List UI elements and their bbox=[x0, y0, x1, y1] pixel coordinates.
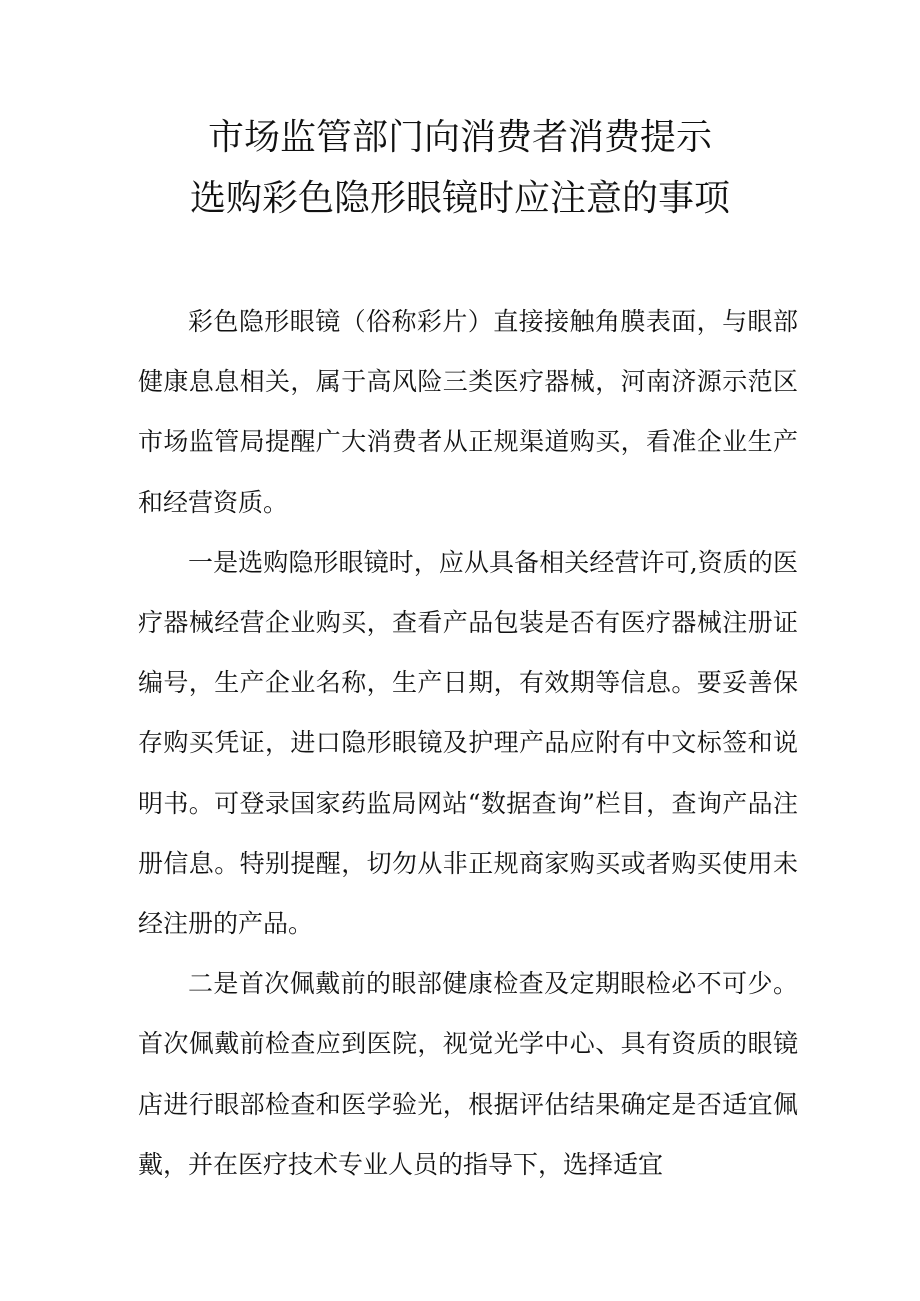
document-title-line-1: 市场监管部门向消费者消费提示 bbox=[207, 117, 712, 158]
paragraph-point-one: 一是选购隐形眼镜时，应从具备相关经营许可,资质的医疗器械经营企业购买，查看产品包装是否有医疗器械注册证编号，生产企业名称，生产日期，有效期等信息。要妥善保存购买凭证，进口隐形眼镜及护理产品应附有中文标签和说明书。可登录国家药监局网站“数据查询”栏目，查询产品注册信息。特别提醒，切勿从非正规商家购买或者购买使用未经注册的产品。 bbox=[138, 547, 798, 939]
document-title-line-2: 选购彩色隐形眼镜时应注意的事项 bbox=[189, 178, 730, 219]
paragraph-point-two: 二是首次佩戴前的眼部健康检查及定期眼检必不可少。首次佩戴前检查应到医院，视觉光学中心、具有资质的眼镜店进行眼部检查和医学验光，根据评估结果确定是否适宜佩戴，并在医疗技术专业人员的指导下，选择适宜 bbox=[138, 969, 798, 1179]
paragraph-intro: 彩色隐形眼镜（俗称彩片）直接接触角膜表面，与眼部健康息息相关，属于高风险三类医疗器械，河南济源示范区市场监管局提醒广大消费者从正规渠道购买，看准企业生产和经营资质。 bbox=[138, 307, 798, 517]
document-body bbox=[138, 292, 798, 1195]
